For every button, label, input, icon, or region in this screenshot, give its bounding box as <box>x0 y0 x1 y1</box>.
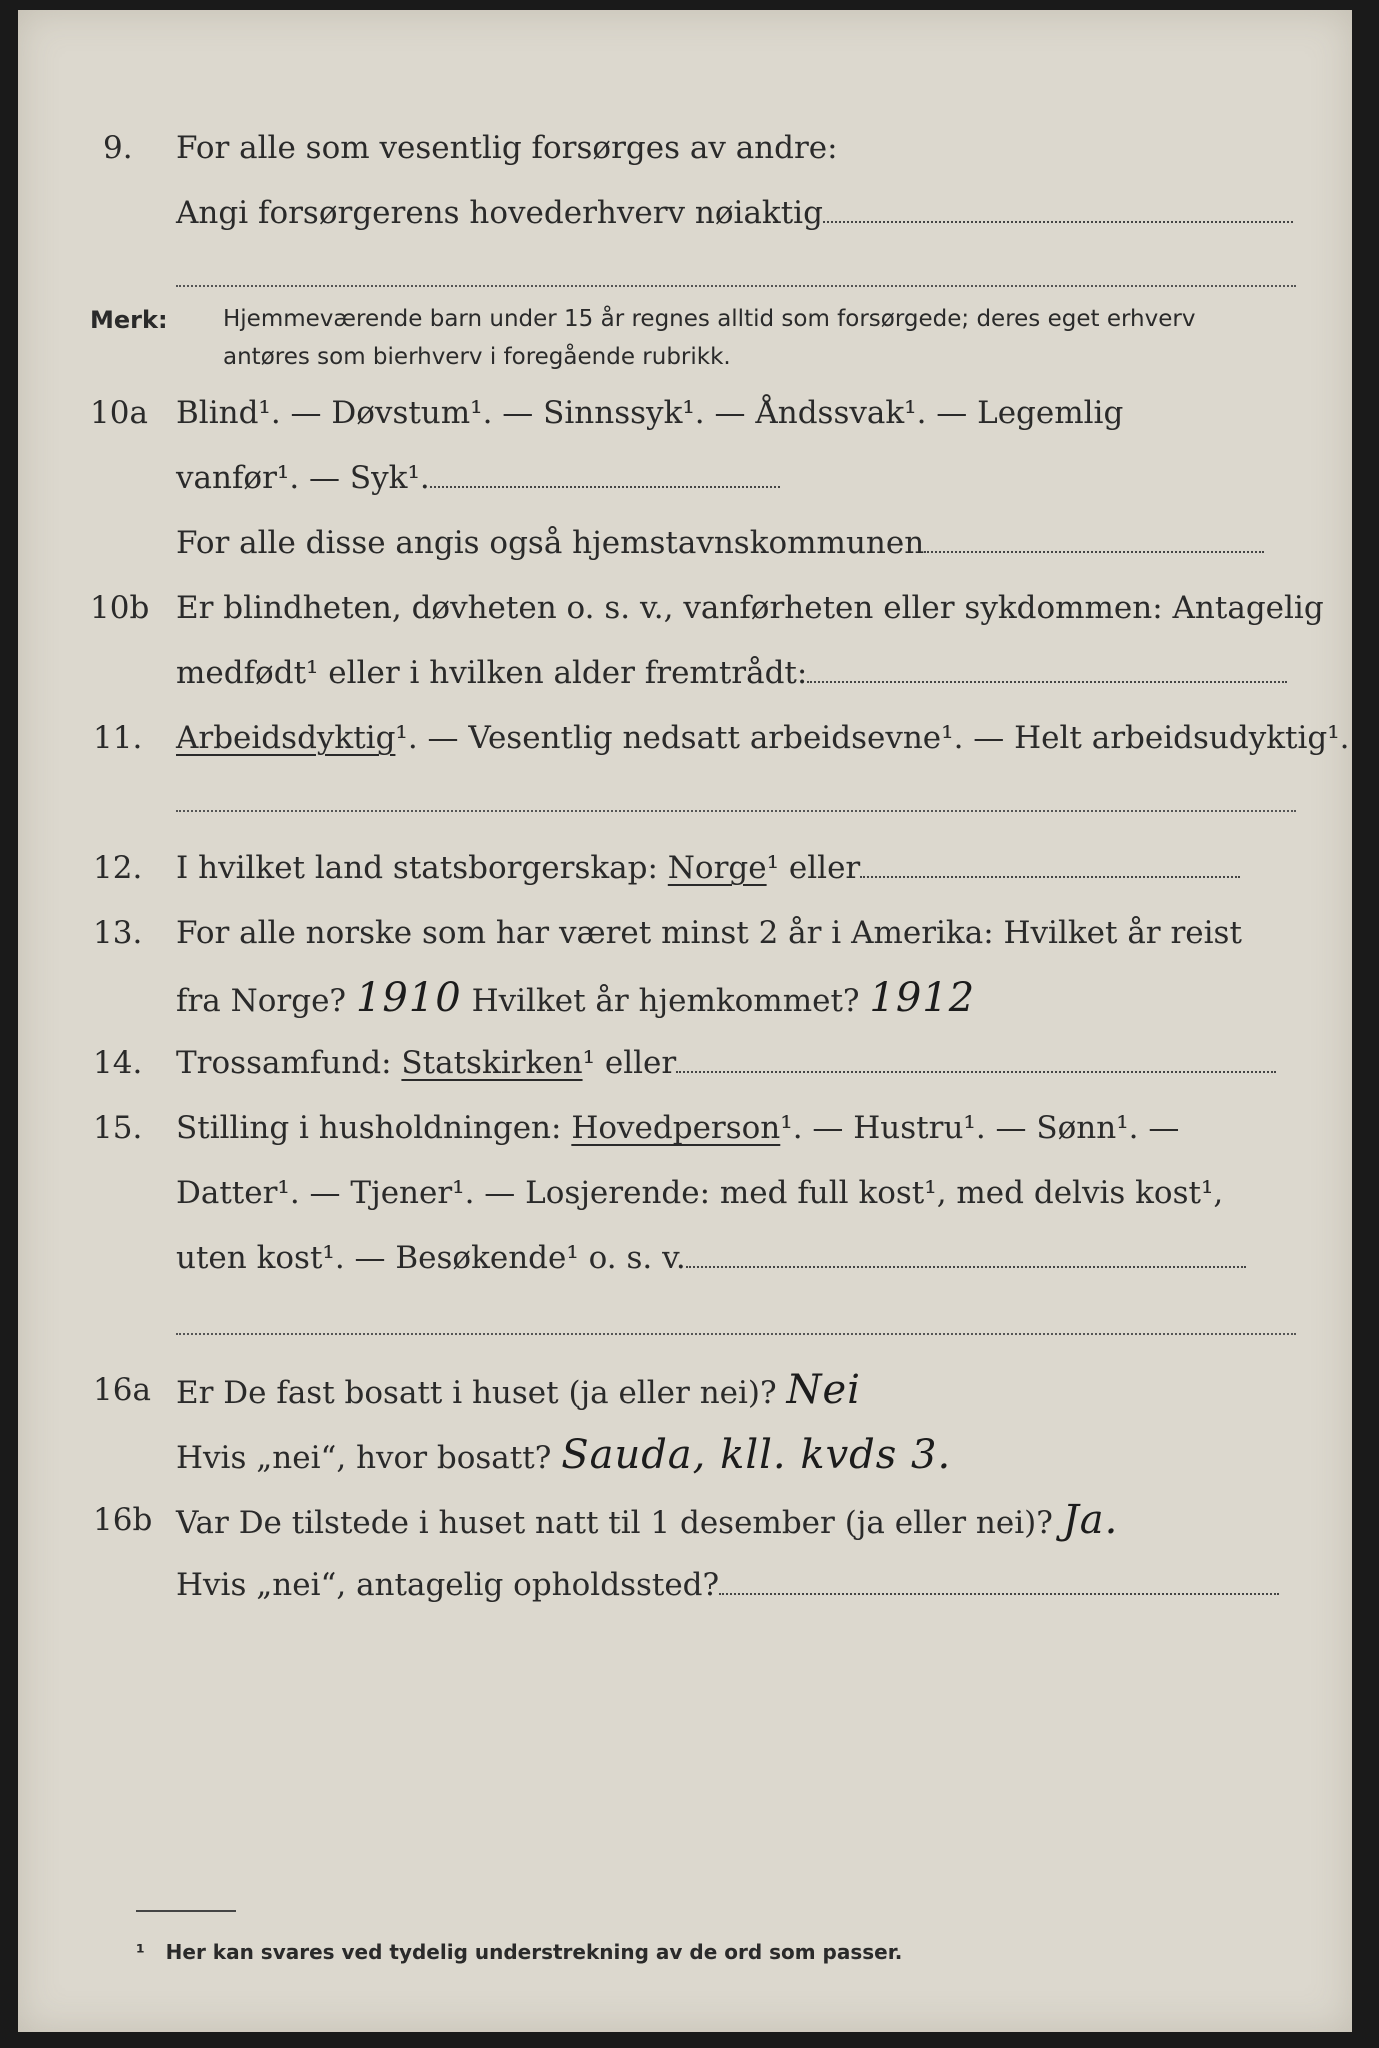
merk-label: Merk: <box>90 306 168 334</box>
q16b-number: 16b <box>93 1502 153 1538</box>
q11-line1 <box>176 718 1350 758</box>
q10a-line1: Blind¹. — Døvstum¹. — Sinnssyk¹. — Åndssvak¹. — Legemlig <box>176 395 1124 431</box>
q10a-line3-text: For alle disse angis også hjemstavnskommunen <box>176 525 925 561</box>
q16b-line1-text: Var De tilstede i huset natt til 1 desember (ja eller nei)? <box>176 1505 1053 1541</box>
q11-extra-line[interactable] <box>176 810 1296 812</box>
q11-option-selected: Arbeidsdyktig <box>176 720 396 756</box>
q9-number: 9. <box>103 130 133 166</box>
q10a-answer-line[interactable] <box>430 462 780 488</box>
q16a-line2 <box>176 1432 952 1478</box>
q12-option-selected: Norge <box>667 850 767 886</box>
q16a-line1 <box>176 1367 861 1413</box>
q10b-line2 <box>176 653 1287 693</box>
q9-extra-line[interactable] <box>176 285 1296 287</box>
q10a-line3 <box>176 523 1264 563</box>
q14-option-selected: Statskirken <box>401 1045 583 1081</box>
q16a-number: 16a <box>93 1372 151 1408</box>
q13-number: 13. <box>93 915 143 951</box>
q15-line3-text: uten kost¹. — Besøkende¹ o. s. v. <box>176 1240 686 1276</box>
q9-line2-text: Angi forsørgerens hovederhverv nøiaktig <box>176 195 823 231</box>
q13-mid2: Hvilket år hjemkommet? <box>471 983 860 1019</box>
q14-line1 <box>176 1043 1276 1083</box>
q11-number: 11. <box>93 720 143 756</box>
footnote-rule <box>136 1910 236 1912</box>
q16b-answer-tilstede[interactable]: Ja. <box>1062 1497 1119 1543</box>
q16b-line2-text: Hvis „nei“, antagelig opholdssted? <box>176 1567 720 1603</box>
q13-line2 <box>176 975 976 1021</box>
q10b-line1: Er blindheten, døvheten o. s. v., vanførheten eller sykdommen: Antagelig <box>176 590 1324 626</box>
census-form-page <box>18 10 1352 2032</box>
q15-line2: Datter¹. — Tjener¹. — Losjerende: med full kost¹, med delvis kost¹, <box>176 1175 1224 1211</box>
q10b-answer-line[interactable] <box>807 657 1287 683</box>
q15-rest1: ¹. — Hustru¹. — Sønn¹. — <box>780 1110 1180 1146</box>
q15-line3 <box>176 1238 1246 1278</box>
q9-line2 <box>176 193 1293 233</box>
footnote-text: Her kan svares ved tydelig understrekning av de ord som passer. <box>165 1940 903 1964</box>
footnote-mark: ¹ <box>136 1940 145 1964</box>
q16b-answer-line[interactable] <box>719 1569 1279 1595</box>
merk-text-2: antøres som bierhverv i foregående rubrikk. <box>223 344 731 370</box>
q16a-answer-bosatt[interactable]: Nei <box>786 1367 861 1413</box>
q12-number: 12. <box>93 850 143 886</box>
q10b-number: 10b <box>90 590 150 626</box>
q16a-answer-hvor[interactable]: Sauda, kll. kvds 3. <box>561 1432 952 1478</box>
q14-answer-line[interactable] <box>676 1047 1276 1073</box>
q15-option-selected: Hovedperson <box>571 1110 781 1146</box>
q13-answer-hjemkommet[interactable]: 1912 <box>869 975 976 1021</box>
q12-answer-line[interactable] <box>860 852 1240 878</box>
q12-post: ¹ eller <box>766 850 861 886</box>
q10a-hjemstavn-line[interactable] <box>924 527 1264 553</box>
q15-pre: Stilling i husholdningen: <box>176 1110 562 1146</box>
q15-line1 <box>176 1108 1179 1148</box>
q14-pre: Trossamfund: <box>176 1045 392 1081</box>
q15-answer-line[interactable] <box>686 1242 1246 1268</box>
q14-post: ¹ eller <box>582 1045 677 1081</box>
q16a-line1-text: Er De fast bosatt i huset (ja eller nei)? <box>176 1375 777 1411</box>
merk-text-1: Hjemmeværende barn under 15 år regnes alltid som forsørgede; deres eget erhverv <box>223 306 1196 332</box>
footnote <box>136 1940 902 1964</box>
q10a-line2 <box>176 458 780 498</box>
q13-answer-reist[interactable]: 1910 <box>355 975 462 1021</box>
q16b-line1 <box>176 1497 1119 1543</box>
q9-answer-line[interactable] <box>823 197 1293 223</box>
q12-line1 <box>176 848 1240 888</box>
q9-line1: For alle som vesentlig forsørges av andre: <box>176 130 838 166</box>
q15-number: 15. <box>93 1110 143 1146</box>
q13-line1: For alle norske som har været minst 2 år i Amerika: Hvilket år reist <box>176 915 1242 951</box>
q13-pre2: fra Norge? <box>176 983 347 1019</box>
q10a-line2-text: vanfør¹. — Syk¹. <box>176 460 430 496</box>
q16a-line2-text: Hvis „nei“, hvor bosatt? <box>176 1440 552 1476</box>
q12-pre: I hvilket land statsborgerskap: <box>176 850 658 886</box>
q10a-number: 10a <box>90 395 148 431</box>
q14-number: 14. <box>93 1045 143 1081</box>
q15-extra-line[interactable] <box>176 1333 1296 1335</box>
q10b-line2-text: medfødt¹ eller i hvilken alder fremtrådt: <box>176 655 808 691</box>
q16b-line2 <box>176 1565 1279 1605</box>
q11-rest: ¹. — Vesentlig nedsatt arbeidsevne¹. — Helt arbeidsudyktig¹. <box>395 720 1350 756</box>
